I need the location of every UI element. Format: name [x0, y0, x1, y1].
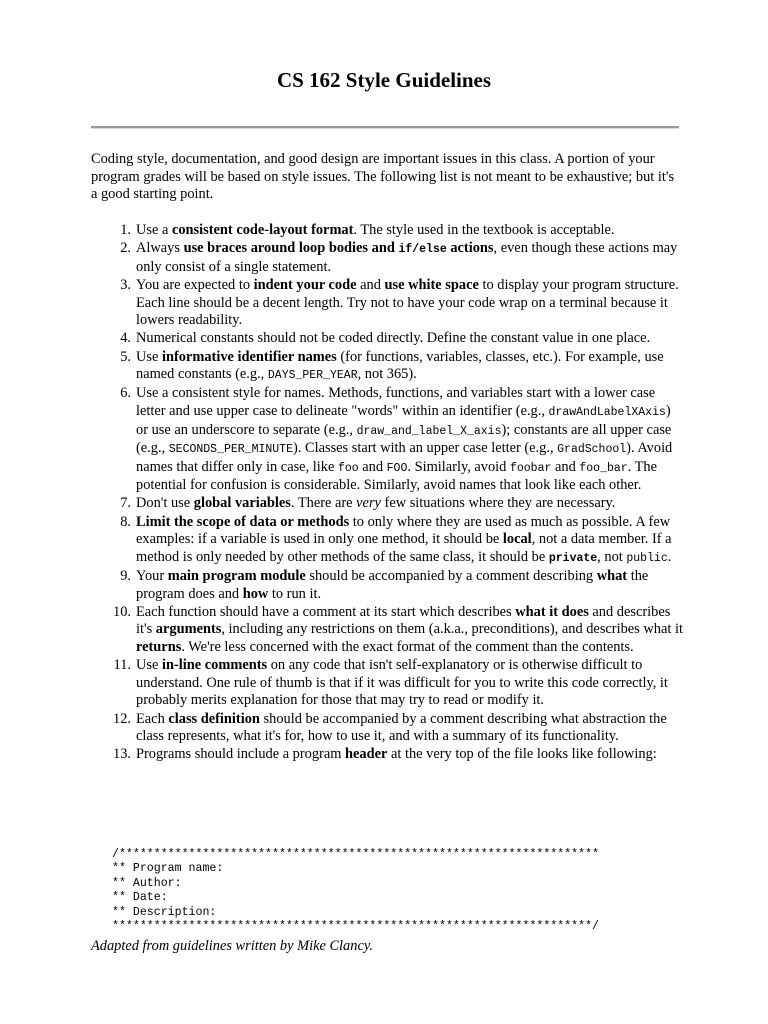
list-number: 1. [120, 222, 131, 238]
item-text: to display your program structure. Each line should be a decent length. Try not to have your code wrap on a terminal because it lowers readability. [136, 276, 679, 329]
item-text: (for functions, variables, classes, etc.). For example, use named constants (e.g., [136, 348, 664, 383]
italic-text: very [356, 495, 381, 512]
code-line: *********************************************************************/ [112, 920, 600, 934]
guideline-item [91, 240, 683, 276]
guideline-item [91, 330, 683, 348]
code-line: ** Description: [112, 905, 217, 919]
code-text: foo [337, 461, 359, 475]
item-text: ). Avoid names that differ only in case, like [136, 440, 673, 475]
item-text: should be accompanied by a comment describing [305, 568, 597, 585]
item-text: and [356, 276, 385, 293]
bold-text: informative identifier names [161, 348, 337, 365]
item-text: . Similarly, avoid [407, 458, 510, 475]
bold-text: main program module [167, 568, 306, 585]
list-number: 4. [120, 330, 131, 347]
item-text: . [667, 548, 672, 565]
item-text: and [358, 458, 387, 475]
item-text: Use [136, 348, 162, 365]
bold-text: local [502, 531, 532, 548]
item-text: Use a consistent style for names. Methods, functions, and variables start with a lower case letter and use upper case to delineate "words" within an identifier (e.g., [136, 385, 656, 419]
item-text: . There are [290, 495, 357, 512]
code-text: DAYS_PER_YEAR [267, 369, 358, 383]
code-text: FOO [386, 461, 408, 475]
item-text: ) or use an underscore to separate (e.g., [136, 402, 671, 438]
guideline-item [91, 568, 683, 603]
item-text: Each [136, 710, 169, 727]
code-text: drawAndLabelXAxis [548, 405, 666, 419]
guideline-item [91, 495, 683, 513]
item-text: Your [136, 568, 168, 585]
guideline-item [91, 385, 683, 495]
bold-text: use white space [384, 276, 479, 293]
item-text: few situations where they are necessary. [380, 495, 616, 512]
list-number: 9. [120, 568, 131, 585]
list-number: 5. [120, 348, 131, 365]
item-text: . The potential for confusion is considerable. Similarly, avoid names that look like each other. [136, 458, 657, 494]
intro-paragraph: Coding style, documentation, and good design are important issues in this class. A portion of your program grades will be based on style issues. The following list is not meant to be exhaustive; but it's a good starting point. [91, 151, 675, 203]
code-line: ** Author: [112, 876, 182, 890]
guideline-item [91, 657, 683, 710]
item-text: at the very top of the file looks like following: [387, 746, 657, 763]
item-text: the program does and [136, 568, 649, 602]
bold-text: returns [136, 639, 182, 655]
item-text: ); constants are all upper case (e.g., [136, 421, 672, 457]
code-text: draw_and_label_X_axis [356, 424, 502, 438]
bold-text: how [242, 585, 269, 602]
item-text: . We're less concerned with the exact format of the comment than the contents. [181, 639, 634, 655]
bold-text: consistent code-layout format [171, 222, 354, 238]
bold-text: header [345, 746, 388, 763]
list-number: 2. [120, 240, 131, 257]
item-text: , not 365). [357, 366, 417, 383]
list-number: 3. [120, 276, 131, 293]
item-text: should be accompanied by a comment describing what abstraction the class represents, what it's for, how to use it, and with a summary of its functionality. [136, 710, 667, 745]
bold-text: what [596, 568, 628, 585]
list-number: 6. [120, 385, 131, 402]
item-text: and describes it's [136, 603, 671, 638]
item-text: You are expected to [136, 276, 254, 293]
bold-text: global variables [193, 495, 291, 512]
item-text: Programs should include a program [136, 746, 346, 763]
list-number: 10. [113, 603, 131, 620]
guideline-item [91, 349, 683, 385]
program-header-code-block [112, 848, 599, 934]
bold-text: actions [446, 240, 494, 257]
bold-text: arguments [155, 621, 222, 638]
list-number: 13. [113, 746, 131, 763]
item-text: Each function should have a comment at its start which describes [136, 603, 516, 620]
item-text: , including any restrictions on them (a.k.a., preconditions), and describes what it [221, 621, 683, 638]
item-text: Use a [136, 222, 172, 238]
code-text: SECONDS_PER_MINUTE [168, 443, 293, 457]
guideline-item [91, 222, 683, 240]
guideline-item [91, 277, 683, 330]
list-number: 11. [113, 657, 131, 674]
code-line: /********************************************************************* [112, 848, 600, 861]
item-text: Always [136, 240, 184, 257]
bold-text: indent your code [253, 276, 357, 293]
item-text: to run it. [268, 585, 322, 602]
code-text: GradSchool [557, 443, 627, 457]
bold-text: what it does [515, 603, 589, 620]
horizontal-rule [91, 126, 679, 129]
code-line: ** Date: [112, 891, 168, 905]
item-text: , even though these actions may only consist of a single statement. [136, 240, 678, 275]
guideline-item [91, 746, 683, 764]
page-title: CS 162 Style Guidelines [276, 68, 492, 92]
attribution-footer: Adapted from guidelines written by Mike Clancy. [91, 938, 374, 954]
bold-text: in-line comments [161, 657, 268, 674]
item-text: , not [597, 548, 627, 565]
guideline-item [91, 711, 683, 746]
item-text: Numerical constants should not be coded directly. Define the constant value in one place. [136, 330, 651, 347]
list-number: 7. [120, 495, 131, 512]
item-text: to only where they are used as much as possible. A few examples: if a variable is used in only one method, it should be [136, 513, 671, 548]
item-text: . The style used in the textbook is acceptable. [353, 222, 615, 238]
item-text: Use [136, 657, 162, 674]
item-text: and [551, 458, 580, 475]
guideline-item [91, 514, 683, 568]
bold-text: Limit the scope of data or methods [136, 513, 350, 530]
list-number: 8. [120, 513, 131, 530]
code-text: foo_bar [579, 461, 628, 475]
item-text: on any code that isn't self-explanatory or is otherwise difficult to understand. One rule of thumb is that if it was difficult for you to write this code correctly, it probably merits explanation for those that may try to read or modify it. [136, 657, 668, 709]
code-line: ** Program name: [112, 862, 224, 876]
list-number: 12. [113, 710, 131, 727]
code-text: foobar [509, 461, 552, 475]
bold-code-text: if/else [398, 243, 447, 257]
bold-text: class definition [168, 710, 260, 727]
bold-code-text: private [548, 551, 598, 565]
item-text: , not a data member. If a method is only needed by other methods of the same class, it should be [136, 531, 672, 565]
bold-text: use braces around loop bodies and [183, 240, 399, 257]
code-text: public [626, 551, 668, 565]
guidelines-list [91, 222, 683, 765]
guideline-item [91, 604, 683, 657]
item-text: Don't use [136, 495, 194, 512]
item-text: ). Classes start with an upper case letter (e.g., [293, 440, 558, 457]
